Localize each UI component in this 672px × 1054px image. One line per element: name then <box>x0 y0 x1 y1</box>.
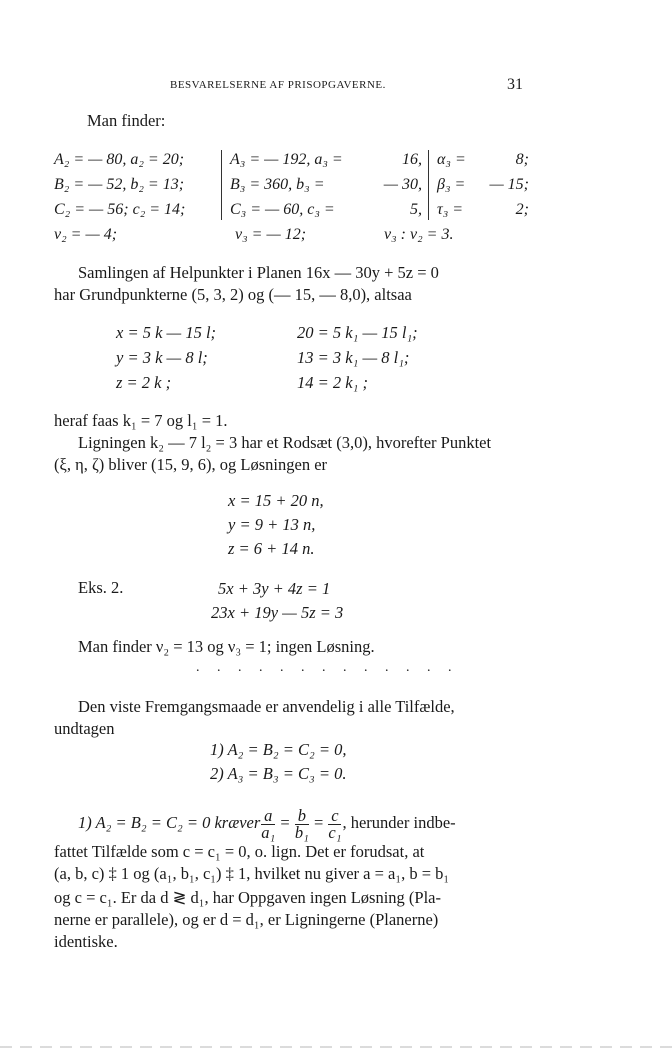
table-divider <box>221 150 222 220</box>
table-cell: C₂ = — 56; c₂ = 14; <box>54 201 186 218</box>
formula-text: , herunder indbe- <box>342 813 456 832</box>
table-cell: A₂ = — 80, a₂ = 20; <box>54 151 185 168</box>
equation: x = 5 k — 15 l; <box>116 323 217 342</box>
paragraph-line: undtagen <box>54 719 115 738</box>
intro-text: Man finder: <box>87 111 166 130</box>
fraction-denominator: a₁ <box>261 822 276 842</box>
table-cell: — 30, <box>383 176 422 193</box>
paragraph-line: Samlingen af Helpunkter i Planen 16x — 30y + 5z = 0 <box>78 263 439 282</box>
table-cell: α₃ = <box>437 151 466 168</box>
table-cell: A₃ = — 192, a₃ = <box>230 151 343 168</box>
example-label: Eks. 2. <box>78 578 124 597</box>
table-cell: τ₃ = <box>437 201 464 218</box>
fraction <box>294 805 309 842</box>
case-item: 1) A₂ = B₂ = C₂ = 0, <box>210 740 347 759</box>
fraction-numerator: b <box>295 808 309 825</box>
table-cell: β₃ = <box>437 176 466 193</box>
page-number: 31 <box>507 76 523 93</box>
table-cell: ν₂ = — 4; <box>54 226 118 243</box>
paragraph-line: har Grundpunkterne (5, 3, 2) og (— 15, — 8,0), altsaa <box>54 285 412 304</box>
fraction-numerator: a <box>261 808 275 825</box>
equation: 23x + 19y — 5z = 3 <box>211 603 344 622</box>
fraction <box>328 805 342 842</box>
equation: z = 6 + 14 n. <box>228 539 315 558</box>
table-divider <box>428 150 429 220</box>
paragraph-line: (a, b, c) ‡ 1 og (a₁, b₁, c₁) ‡ 1, hvilket nu giver a = a₁, b = b₁ <box>54 864 450 883</box>
fraction-denominator: b₁ <box>294 822 309 842</box>
case-item: 2) A₃ = B₃ = C₃ = 0. <box>210 764 347 783</box>
running-head: BESVARELSERNE AF PRISOPGAVERNE. <box>170 79 386 91</box>
paragraph-line: nerne er parallele), og er d = d₁, er Ligningerne (Planerne) <box>54 910 439 929</box>
paragraph-line: fattet Tilfælde som c = c₁ = 0, o. lign. Det er forudsat, at <box>54 842 425 861</box>
paragraph-line: identiske. <box>54 932 118 951</box>
paragraph-line: og c = c₁. Er da d ≷ d₁, har Oppgaven ingen Løsning (Pla- <box>54 888 442 907</box>
equation: y = 9 + 13 n, <box>228 515 316 534</box>
page-header <box>0 76 672 96</box>
paragraph-line: Den viste Fremgangsmaade er anvendelig i alle Tilfælde, <box>78 697 455 716</box>
table-cell: 5, <box>410 201 422 218</box>
paragraph-line: heraf faas k₁ = 7 og l₁ = 1. <box>54 411 228 430</box>
equation: 13 = 3 k₁ — 8 l₁; <box>297 348 410 367</box>
ellipsis-separator: . . . . . . . . . . . . . <box>196 660 459 675</box>
table-cell: 2; <box>515 201 529 218</box>
equation: 20 = 5 k₁ — 15 l₁; <box>297 323 418 342</box>
table-cell: ν₃ : ν₂ = 3. <box>384 226 454 243</box>
table-cell: — 15; <box>489 176 529 193</box>
table-cell: 8; <box>515 151 529 168</box>
paragraph-line: Man finder ν₂ = 13 og ν₃ = 1; ingen Løsning. <box>78 637 375 656</box>
scan-artifact <box>0 1046 672 1048</box>
table-cell: 16, <box>402 151 422 168</box>
paragraph-line: Ligningen k₂ — 7 l₂ = 3 har et Rodsæt (3,0), hvorefter Punktet <box>78 433 492 452</box>
equation: z = 2 k ; <box>116 373 172 392</box>
table-cell: C₃ = — 60, c₃ = <box>230 201 335 218</box>
table-cell: B₃ = 360, b₃ = <box>230 176 325 193</box>
equation: x = 15 + 20 n, <box>228 491 324 510</box>
equation: y = 3 k — 8 l; <box>116 348 208 367</box>
paragraph-line: (ξ, η, ζ) bliver (15, 9, 6), og Løsningen er <box>54 455 328 474</box>
fraction-denominator: c₁ <box>328 822 342 842</box>
equation: 14 = 2 k₁ ; <box>297 373 368 392</box>
fraction-numerator: c <box>328 808 341 825</box>
table-cell: B₂ = — 52, b₂ = 13; <box>54 176 185 193</box>
coefficient-table <box>54 148 534 248</box>
table-cell: ν₃ = — 12; <box>235 226 307 243</box>
equation: 5x + 3y + 4z = 1 <box>218 579 331 598</box>
paragraph-line: 1) A₂ = B₂ = C₂ = 0 kræver $\frac{a}{\text{a₁}}$ = $\frac{b}{\text{b₁}}$ = $\frac{c}{\text{c₁}}$ , herunder indbe- <box>78 805 456 842</box>
fraction <box>261 805 276 842</box>
formula-text: 1) A₂ = B₂ = C₂ = 0 kræver <box>78 813 261 832</box>
